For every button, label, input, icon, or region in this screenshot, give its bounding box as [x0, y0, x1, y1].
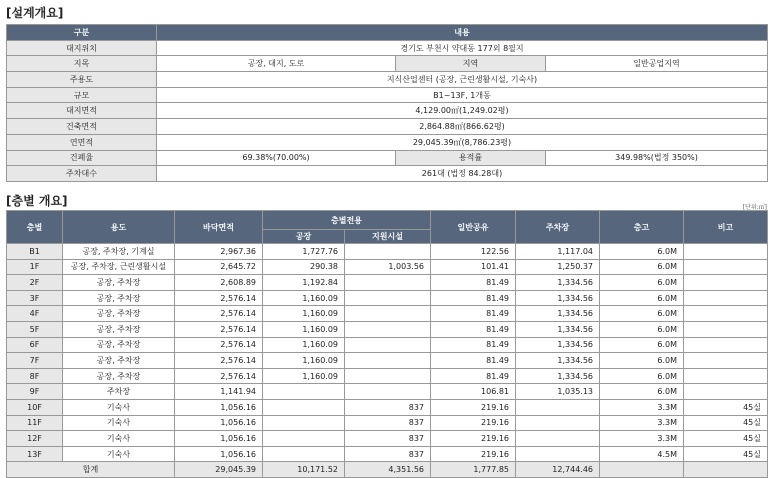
use-cell: 공장, 주차장	[63, 275, 175, 291]
coverage-value: 69.38%(70.00%)	[157, 150, 396, 166]
parking-cell: 1,334.56	[516, 353, 600, 369]
note-cell	[684, 306, 768, 322]
height-cell: 6.0M	[600, 244, 684, 260]
base-area-cell: 2,576.14	[175, 368, 263, 384]
factory-cell	[263, 384, 345, 400]
hdr-floor: 층별	[7, 211, 63, 244]
floor-cell: 6F	[7, 337, 63, 353]
total-support-cell: 4,351.56	[345, 462, 431, 478]
parking-cell: 1,334.56	[516, 368, 600, 384]
parking-cell	[516, 415, 600, 431]
total-height-cell	[600, 462, 684, 478]
total-factory-cell: 10,171.52	[263, 462, 345, 478]
use-cell: 공장, 주차장	[63, 321, 175, 337]
common-cell: 219.16	[431, 415, 516, 431]
design-row-use	[7, 72, 768, 88]
floor-cell: 11F	[7, 415, 63, 431]
floor-cell: 12F	[7, 431, 63, 447]
table-row	[7, 275, 768, 291]
height-cell: 6.0M	[600, 290, 684, 306]
note-cell	[684, 384, 768, 400]
design-header-content: 내용	[157, 25, 768, 41]
hdr-support: 지원시설	[345, 230, 431, 244]
base-area-cell: 1,056.16	[175, 431, 263, 447]
support-cell	[345, 275, 431, 291]
base-area-cell: 2,576.14	[175, 306, 263, 322]
common-cell: 81.49	[431, 353, 516, 369]
factory-cell: 1,160.09	[263, 353, 345, 369]
use-cell: 공장, 주차장	[63, 353, 175, 369]
hdr-use: 용도	[63, 211, 175, 244]
base-area-cell: 2,645.72	[175, 259, 263, 275]
use-cell: 주차장	[63, 384, 175, 400]
note-cell: 45실	[684, 415, 768, 431]
zone-value: 일반공업지역	[546, 56, 768, 72]
factory-cell: 290.38	[263, 259, 345, 275]
parking-value: 261대 (법정 84.28대)	[157, 166, 768, 182]
support-cell	[345, 321, 431, 337]
hdr-height: 층고	[600, 211, 684, 244]
floor-overview-title: [층별 개요]	[6, 194, 68, 208]
common-cell: 106.81	[431, 384, 516, 400]
base-area-cell: 2,608.89	[175, 275, 263, 291]
design-header-category: 구분	[7, 25, 157, 41]
floor-cell: 13F	[7, 446, 63, 462]
use-cell: 기숙사	[63, 446, 175, 462]
height-cell: 6.0M	[600, 275, 684, 291]
support-cell	[345, 353, 431, 369]
common-cell: 81.49	[431, 337, 516, 353]
table-row	[7, 384, 768, 400]
table-row	[7, 321, 768, 337]
common-cell: 81.49	[431, 290, 516, 306]
floor-cell: 2F	[7, 275, 63, 291]
hdr-common: 일반공유	[431, 211, 516, 244]
far-value: 349.98%(법정 350%)	[546, 150, 768, 166]
design-overview-table	[6, 24, 768, 182]
factory-cell	[263, 446, 345, 462]
height-cell: 6.0M	[600, 353, 684, 369]
use-cell: 공장, 주차장, 기계실	[63, 244, 175, 260]
floor-cell: 5F	[7, 321, 63, 337]
building-area-value: 2,864.88㎡(866.62평)	[157, 119, 768, 135]
design-row-location	[7, 40, 768, 56]
parking-cell: 1,334.56	[516, 306, 600, 322]
table-row	[7, 368, 768, 384]
common-cell: 219.16	[431, 399, 516, 415]
base-area-cell: 1,056.16	[175, 446, 263, 462]
floor-area-value: 29,045.39㎡(8,786.23평)	[157, 134, 768, 150]
common-cell: 219.16	[431, 446, 516, 462]
common-cell: 122.56	[431, 244, 516, 260]
note-cell	[684, 368, 768, 384]
support-cell: 837	[345, 415, 431, 431]
support-cell	[345, 368, 431, 384]
design-overview-title: [설계개요]	[6, 6, 64, 20]
note-cell	[684, 321, 768, 337]
table-row	[7, 399, 768, 415]
total-base-cell: 29,045.39	[175, 462, 263, 478]
support-cell: 837	[345, 431, 431, 447]
use-cell: 공장, 주차장	[63, 368, 175, 384]
support-cell	[345, 306, 431, 322]
height-cell: 6.0M	[600, 368, 684, 384]
parking-cell: 1,334.56	[516, 275, 600, 291]
floor-cell: 1F	[7, 259, 63, 275]
note-cell	[684, 337, 768, 353]
parking-cell: 1,250.37	[516, 259, 600, 275]
parking-cell: 1,334.56	[516, 337, 600, 353]
support-cell: 837	[345, 446, 431, 462]
note-cell	[684, 244, 768, 260]
height-cell: 6.0M	[600, 306, 684, 322]
unit-label: [단위:㎡]	[742, 204, 767, 211]
factory-cell: 1,727.76	[263, 244, 345, 260]
building-area-label: 건축면적	[7, 119, 157, 135]
floor-cell: 4F	[7, 306, 63, 322]
parking-label: 주차대수	[7, 166, 157, 182]
base-area-cell: 2,576.14	[175, 353, 263, 369]
base-area-cell: 2,576.14	[175, 321, 263, 337]
common-cell: 81.49	[431, 321, 516, 337]
note-cell: 45실	[684, 399, 768, 415]
parking-cell: 1,334.56	[516, 321, 600, 337]
use-cell: 공장, 주차장	[63, 290, 175, 306]
height-cell: 6.0M	[600, 321, 684, 337]
base-area-cell: 1,056.16	[175, 399, 263, 415]
height-cell: 3.3M	[600, 431, 684, 447]
table-row	[7, 306, 768, 322]
note-cell	[684, 275, 768, 291]
common-cell: 101.41	[431, 259, 516, 275]
total-note-cell	[684, 462, 768, 478]
use-label: 주용도	[7, 72, 157, 88]
design-row-parking	[7, 166, 768, 182]
base-area-cell: 2,967.36	[175, 244, 263, 260]
factory-cell	[263, 399, 345, 415]
factory-cell: 1,160.09	[263, 337, 345, 353]
common-cell: 81.49	[431, 275, 516, 291]
factory-cell: 1,160.09	[263, 290, 345, 306]
floor-table-body	[7, 244, 768, 478]
scale-value: B1~13F, 1개동	[157, 87, 768, 103]
hdr-note: 비고	[684, 211, 768, 244]
design-row-scale	[7, 87, 768, 103]
location-value: 경기도 부천시 약대동 177외 8필지	[157, 40, 768, 56]
scale-label: 규모	[7, 87, 157, 103]
height-cell: 4.5M	[600, 446, 684, 462]
use-cell: 공장, 주차장	[63, 337, 175, 353]
common-cell: 81.49	[431, 306, 516, 322]
table-row	[7, 259, 768, 275]
total-common-cell: 1,777.85	[431, 462, 516, 478]
height-cell: 3.3M	[600, 415, 684, 431]
table-row	[7, 431, 768, 447]
support-cell	[345, 337, 431, 353]
parking-cell: 1,334.56	[516, 290, 600, 306]
parking-cell	[516, 446, 600, 462]
design-row-floor-area	[7, 134, 768, 150]
base-area-cell: 2,576.14	[175, 337, 263, 353]
total-label: 합계	[7, 462, 175, 478]
parking-cell: 1,035.13	[516, 384, 600, 400]
floor-overview-table	[6, 210, 768, 478]
factory-cell: 1,192.84	[263, 275, 345, 291]
use-cell: 기숙사	[63, 415, 175, 431]
design-row-site-area	[7, 103, 768, 119]
factory-cell	[263, 415, 345, 431]
design-header-row	[7, 25, 768, 41]
land-value: 공장, 대지, 도로	[157, 56, 396, 72]
factory-cell: 1,160.09	[263, 368, 345, 384]
floor-cell: 9F	[7, 384, 63, 400]
use-cell: 공장, 주차장	[63, 306, 175, 322]
floor-header-row	[7, 211, 768, 230]
use-cell: 기숙사	[63, 399, 175, 415]
table-row	[7, 415, 768, 431]
hdr-parking: 주차장	[516, 211, 600, 244]
support-cell: 1,003.56	[345, 259, 431, 275]
design-row-land	[7, 56, 768, 72]
land-label: 지목	[7, 56, 157, 72]
parking-cell	[516, 399, 600, 415]
note-cell	[684, 353, 768, 369]
base-area-cell: 1,056.16	[175, 415, 263, 431]
height-cell: 3.3M	[600, 399, 684, 415]
coverage-label: 건폐율	[7, 150, 157, 166]
common-cell: 219.16	[431, 431, 516, 447]
base-area-cell: 1,141.94	[175, 384, 263, 400]
floor-cell: 8F	[7, 368, 63, 384]
floor-cell: 3F	[7, 290, 63, 306]
table-row	[7, 353, 768, 369]
parking-cell	[516, 431, 600, 447]
note-cell: 45실	[684, 431, 768, 447]
site-area-label: 대지면적	[7, 103, 157, 119]
total-parking-cell: 12,744.46	[516, 462, 600, 478]
support-cell	[345, 384, 431, 400]
note-cell	[684, 259, 768, 275]
factory-cell: 1,160.09	[263, 306, 345, 322]
zone-label: 지역	[396, 56, 546, 72]
support-cell	[345, 290, 431, 306]
use-cell: 기숙사	[63, 431, 175, 447]
height-cell: 6.0M	[600, 259, 684, 275]
total-row	[7, 462, 768, 478]
floor-cell: B1	[7, 244, 63, 260]
design-row-building-area	[7, 119, 768, 135]
use-value: 지식산업센터 (공장, 근린생활시설, 기숙사)	[157, 72, 768, 88]
floor-cell: 7F	[7, 353, 63, 369]
base-area-cell: 2,576.14	[175, 290, 263, 306]
table-row	[7, 290, 768, 306]
use-cell: 공장, 주차장, 근린생활시설	[63, 259, 175, 275]
note-cell	[684, 290, 768, 306]
location-label: 대지위치	[7, 40, 157, 56]
height-cell: 6.0M	[600, 384, 684, 400]
support-cell: 837	[345, 399, 431, 415]
factory-cell	[263, 431, 345, 447]
site-area-value: 4,129.00㎡(1,249.02평)	[157, 103, 768, 119]
note-cell: 45실	[684, 446, 768, 462]
hdr-factory: 공장	[263, 230, 345, 244]
support-cell	[345, 244, 431, 260]
parking-cell: 1,117.04	[516, 244, 600, 260]
table-row	[7, 337, 768, 353]
factory-cell: 1,160.09	[263, 321, 345, 337]
common-cell: 81.49	[431, 368, 516, 384]
hdr-base-area: 바닥면적	[175, 211, 263, 244]
hdr-exclusive: 층별전용	[263, 211, 431, 230]
floor-cell: 10F	[7, 399, 63, 415]
design-row-coverage	[7, 150, 768, 166]
table-row	[7, 446, 768, 462]
table-row	[7, 244, 768, 260]
far-label: 용적률	[396, 150, 546, 166]
height-cell: 6.0M	[600, 337, 684, 353]
floor-area-label: 연면적	[7, 134, 157, 150]
